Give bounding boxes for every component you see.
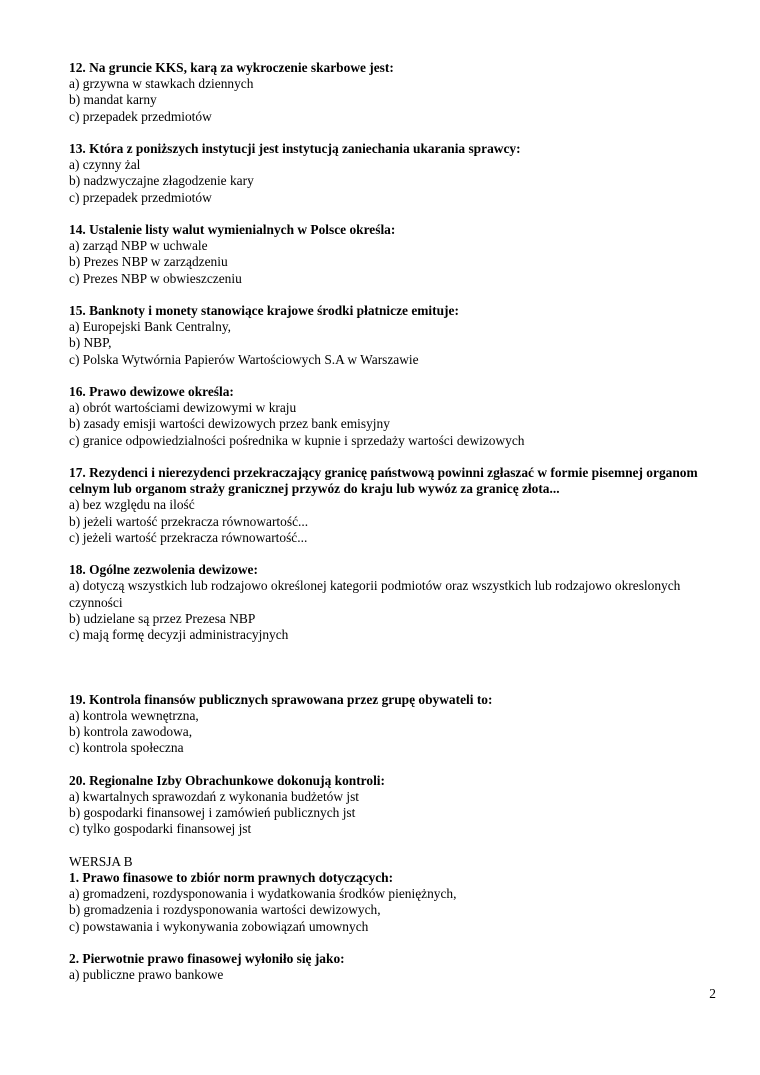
question-title: 20. Regionalne Izby Obrachunkowe dokonują kontroli: (69, 772, 385, 788)
answer-option: a) kwartalnych sprawozdań z wykonania budżetów jst (69, 789, 360, 804)
answer-option: a) czynny żal (69, 157, 141, 173)
answer-option: c) mają formę decyzji administracyjnych (69, 627, 289, 643)
questions-part-1 (69, 60, 714, 643)
answer-option: a) kontrola wewnętrzna, (69, 708, 199, 723)
question (69, 141, 714, 206)
answer-option: c) powstawania i wykonywania zobowiązań umownych (69, 918, 369, 934)
question (69, 870, 714, 935)
answer-option: b) zasady emisji wartości dewizowych przez bank emisyjny (69, 416, 390, 432)
answer-option: b) nadzwyczajne złagodzenie kary (69, 173, 254, 189)
question (69, 60, 714, 125)
question-title: 1. Prawo finasowe to zbiór norm prawnych dotyczących: (69, 870, 394, 885)
questions-part-3 (69, 870, 714, 983)
question-title: 13. Która z poniższych instytucji jest instytucją zaniechania ukarania sprawcy: (69, 141, 521, 156)
question (69, 384, 714, 449)
answer-option: a) bez względu na ilość (69, 497, 195, 513)
question-title: 18. Ogólne zezwolenia dewizowe: (69, 562, 258, 578)
question-title: 19. Kontrola finansów publicznych sprawowana przez grupę obywateli to: (69, 691, 493, 707)
answer-option: b) gromadzenia i rozdysponowania wartości dewizowych, (69, 902, 381, 918)
answer-option: c) Prezes NBP w obwieszczeniu (69, 270, 242, 286)
question (69, 562, 714, 643)
answer-option: a) obrót wartościami dewizowymi w kraju (69, 400, 297, 416)
question (69, 303, 714, 368)
question-title: 16. Prawo dewizowe określa: (69, 384, 234, 399)
answer-option: a) dotyczą wszystkich lub rodzajowo określonej kategorii podmiotów oraz wszystkich lub rodzajowo okreslonych czynności (69, 578, 681, 610)
answer-option: a) Europejski Bank Centralny, (69, 319, 232, 335)
answer-option: a) zarząd NBP w uchwale (69, 238, 208, 254)
answer-option: b) Prezes NBP w zarządzeniu (69, 254, 228, 270)
answer-option: c) Polska Wytwórnia Papierów Wartościowych S.A w Warszawie (69, 351, 419, 367)
answer-option: b) kontrola zawodowa, (69, 724, 193, 740)
question-title: 17. Rezydenci i nierezydenci przekraczający granicę państwową powinni zgłaszać w formie pisemnej organom celnym lub organom straży granicznej przywóz do kraju lub wywóz za granicę złota... (69, 465, 698, 497)
answer-option: b) NBP, (69, 335, 112, 351)
answer-option: a) grzywna w stawkach dziennych (69, 76, 254, 92)
answer-option: c) kontrola społeczna (69, 740, 184, 756)
page-number: 2 (709, 986, 716, 1001)
answer-option: b) gospodarki finansowej i zamówień publicznych jst (69, 805, 356, 821)
answer-option: c) tylko gospodarki finansowej jst (69, 821, 252, 837)
answer-option: a) gromadzeni, rozdysponowania i wydatkowania środków pieniężnych, (69, 886, 457, 902)
document-page (69, 60, 714, 1000)
answer-option: b) mandat karny (69, 92, 157, 108)
answer-option: b) udzielane są przez Prezesa NBP (69, 610, 256, 626)
question-title: 14. Ustalenie listy walut wymienialnych w Polsce określa: (69, 222, 396, 237)
question (69, 222, 714, 287)
question-title: 2. Pierwotnie prawo finasowej wyłoniło się jako: (69, 951, 345, 966)
question-title: 12. Na gruncie KKS, karą za wykroczenie skarbowe jest: (69, 60, 394, 75)
question (69, 465, 714, 546)
answer-option: c) jeżeli wartość przekracza równowartość... (69, 529, 308, 545)
question (69, 692, 714, 757)
blank-space (69, 659, 714, 691)
answer-option: c) granice odpowiedzialności pośrednika w kupnie i sprzedaży wartości dewizowych (69, 432, 525, 448)
question-title: 15. Banknoty i monety stanowiące krajowe środki płatnicze emituje: (69, 303, 459, 318)
questions-part-2 (69, 692, 714, 838)
answer-option: c) przepadek przedmiotów (69, 108, 212, 124)
answer-option: c) przepadek przedmiotów (69, 189, 212, 205)
question (69, 951, 714, 983)
answer-option: b) jeżeli wartość przekracza równowartość... (69, 513, 309, 529)
version-label: WERSJA B (69, 853, 133, 869)
question (69, 773, 714, 838)
answer-option: a) publiczne prawo bankowe (69, 967, 224, 983)
